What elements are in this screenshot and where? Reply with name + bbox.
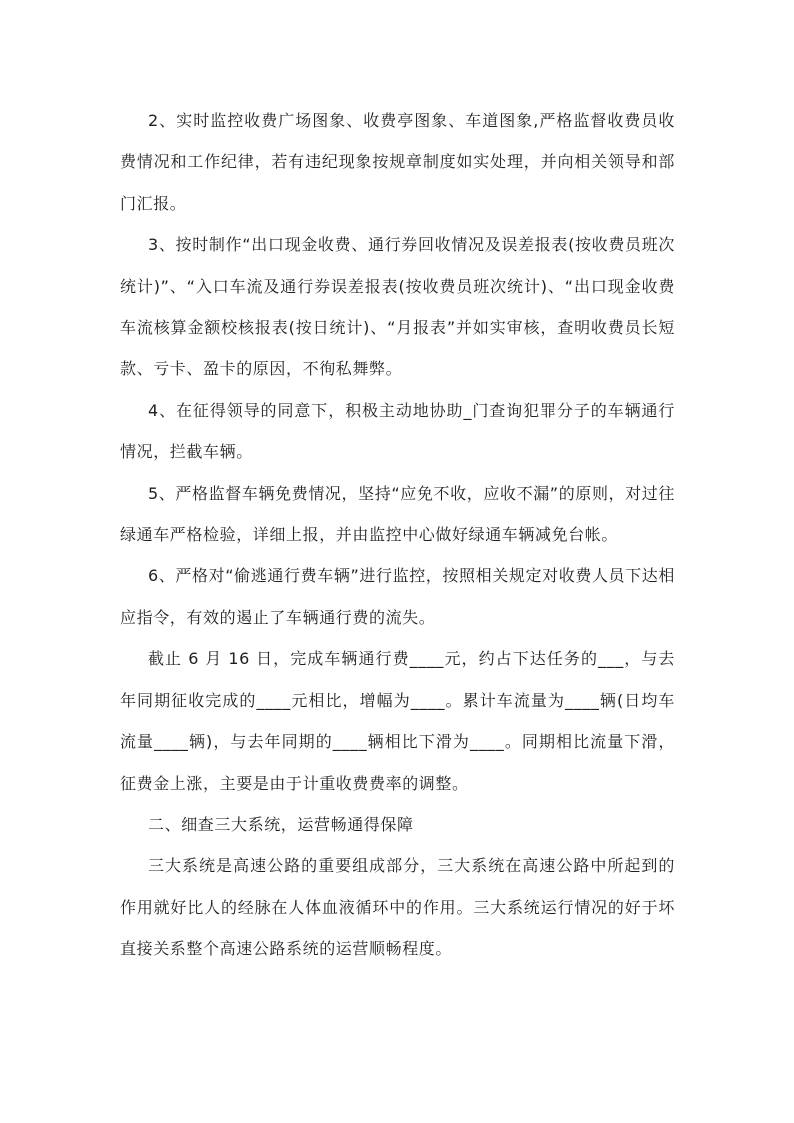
paragraph-item-5-toll-exemption: 5、严格监督车辆免费情况，坚持“应免不收，应收不漏”的原则，对过往绿通车严格检验，详细上报，并由监控中心做好绿通车辆减免台帐。 [120,483,675,545]
paragraph-three-systems: 三大系统是高速公路的重要组成部分，三大系统在高速公路中所起到的作用就好比人的经脉在人体血液循环中的作用。三大系统运行情况的好于坏直接关系整个高速公路系统的运营顺畅程度。 [120,856,675,959]
document-body [120,100,675,970]
paragraph-statistics: 截止 6 月 16 日，完成车辆通行费____元，约占下达任务的___，与去年同期征收完成的____元相比，增幅为____。累计车流量为____辆(日均车流量____辆)，与去年同期的____辆相比下滑为____。同期相比流量下滑，征费金上涨，主要是由于计重收费费率的调整。 [120,649,675,793]
paragraph-item-3-reports: 3、按时制作“出口现金收费、通行券回收情况及误差报表(按收费员班次统计)”、“入口车流及通行券误差报表(按收费员班次统计)、“出口现金收费车流核算金额校核报表(按日统计)、“月报表”并如实审核，查明收费员长短款、亏卡、盈卡的原因，不徇私舞弊。 [120,235,675,379]
paragraph-item-2-monitoring: 2、实时监控收费广场图象、收费亭图象、车道图象,严格监督收费员收费情况和工作纪律，若有违纪现象按规章制度如实处理，并向相关领导和部门汇报。 [120,111,675,213]
paragraph-item-4-assist-police: 4、在征得领导的同意下，积极主动地协助_门查询犯罪分子的车辆通行情况，拦截车辆。 [120,400,675,462]
section-heading-three-systems: 二、细查三大系统，运营畅通得保障 [148,814,414,834]
paragraph-item-6-toll-evasion: 6、严格对“偷逃通行费车辆”进行监控，按照相关规定对收费人员下达相应指令，有效的遏止了车辆通行费的流失。 [120,566,675,627]
